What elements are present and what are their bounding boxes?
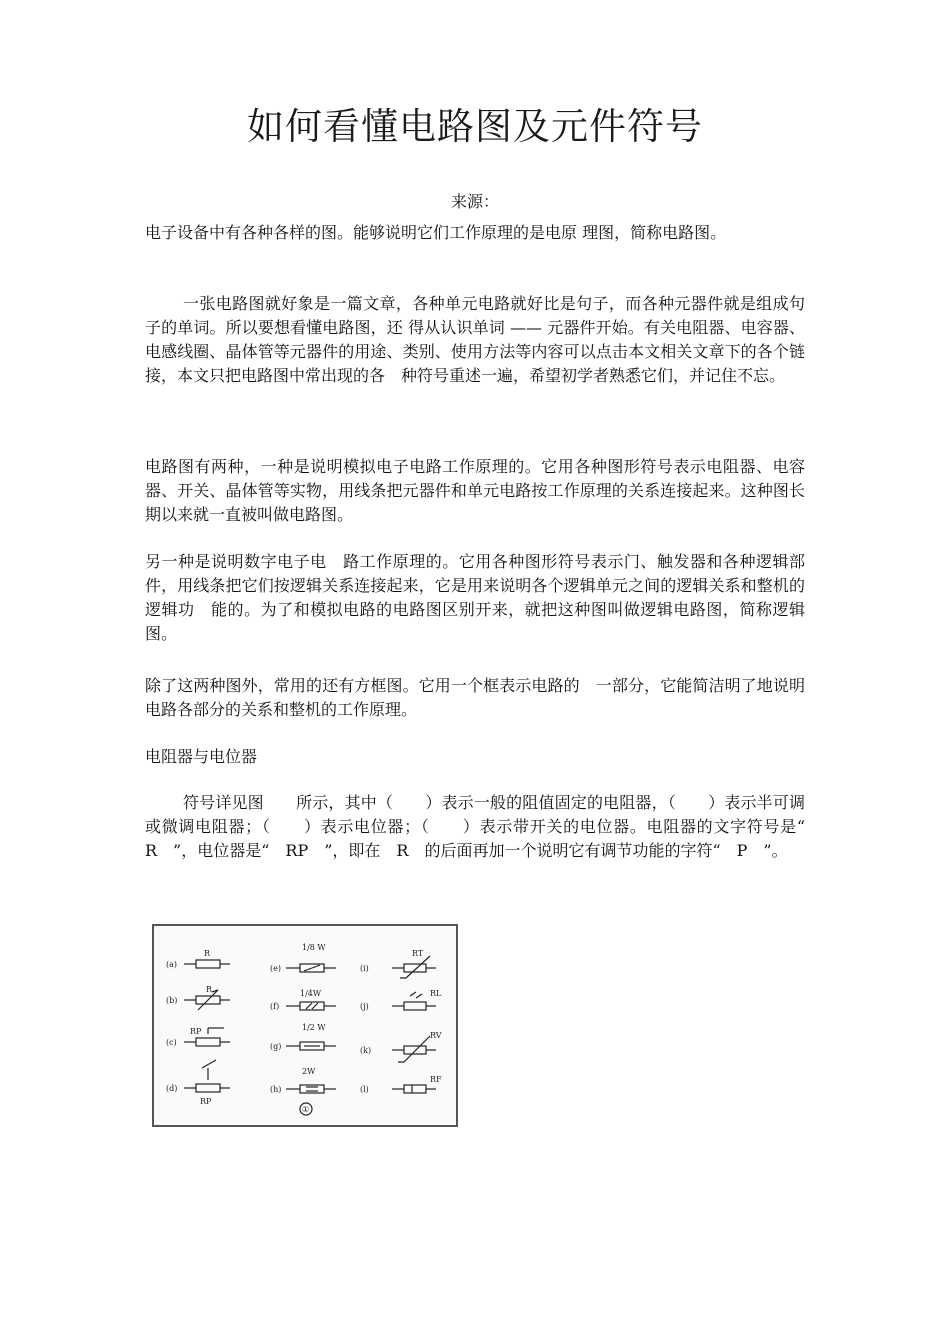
figure-tag-b: (b) bbox=[166, 996, 178, 1005]
resistor-symbols-figure bbox=[152, 924, 458, 1127]
paragraph-4: 另一种是说明数字电子电 路工作原理的。它用各种图形符号表示门、触发器和各种逻辑部件，用线条把它们按逻辑关系连接起来，它是用来说明各个逻辑单元之间的逻辑关系和整机的逻辑功 能的。为了和模拟电路的电路图区别开来，就把这种图叫做逻辑电路图，简称逻辑图。 bbox=[145, 552, 805, 643]
figure-label-b: R bbox=[206, 985, 213, 994]
source-line: 来源： bbox=[450, 192, 499, 211]
paragraph-5: 除了这两种图外，常用的还有方框图。它用一个框表示电路的 一部分，它能简洁明了地说明电路各部分的关系和整机的工作原理。 bbox=[145, 676, 805, 719]
figure-tag-c: (c) bbox=[166, 1038, 177, 1047]
figure-tag-k: (k) bbox=[360, 1046, 372, 1055]
paragraph-2: 一张电路图就好象是一篇文章，各种单元电路就好比是句子，而各种元器件就是组成句子的单词。所以要想看懂电路图，还 得从认识单词 —— 元器件开始。有关电阻器、电容器、电感线圈、晶体管等元器件的用途、类别、使用方法等内容可以点击本文相关文章下的各个链接，本文只把电路图中常出现的各 种符号重述一遍，希望初学者熟悉它们，并记住不忘。 bbox=[145, 294, 805, 385]
figure-tag-g: (g) bbox=[270, 1042, 282, 1051]
figure-label-c: RP bbox=[190, 1027, 202, 1036]
section-heading: 电阻器与电位器 bbox=[145, 747, 258, 766]
resistor-symbols-svg bbox=[154, 926, 456, 1125]
figure-tag-d: (d) bbox=[166, 1084, 178, 1093]
figure-label-e: 1/8 W bbox=[302, 943, 326, 952]
figure-tag-a: (a) bbox=[166, 960, 178, 969]
figure-tag-l: (l) bbox=[360, 1085, 369, 1094]
figure-tag-j: (j) bbox=[360, 1002, 369, 1011]
figure-label-i: RT bbox=[412, 949, 424, 958]
paragraph-6: 符号详见图 所示，其中（ ）表示一般的阻值固定的电阻器，（ ）表示半可调或微调电阻器；（ ）表示电位器；（ ）表示带开关的电位器。电阻器的文字符号是“ R ”，电位器是“ RP ”，即在 R 的后面再加一个说明它有调节功能的字符“ P ”。 bbox=[145, 793, 822, 860]
figure-label-g: 1/2 W bbox=[302, 1023, 326, 1032]
figure-tag-f: (f) bbox=[270, 1002, 280, 1011]
page-title: 如何看懂电路图及元件符号 bbox=[247, 105, 703, 148]
figure-label-d: RP bbox=[200, 1097, 212, 1106]
figure-tag-h: (h) bbox=[270, 1085, 282, 1094]
figure-tag-i: (i) bbox=[360, 964, 369, 973]
paragraph-3: 电路图有两种，一种是说明模拟电子电路工作原理的。它用各种图形符号表示电阻器、电容 器、开关、晶体管等实物，用线条把元器件和单元电路按工作原理的关系连接起来。这种图长期以来就一直被叫做电路图。 bbox=[145, 457, 822, 524]
figure-caption: ① bbox=[302, 1105, 310, 1114]
paragraph-1: 电子设备中有各种各样的图。能够说明它们工作原理的是电原 理图，简称电路图。 bbox=[145, 223, 727, 242]
figure-label-l: RF bbox=[430, 1075, 442, 1084]
figure-tag-e: (e) bbox=[270, 964, 281, 973]
figure-label-k: RV bbox=[430, 1031, 442, 1040]
figure-label-h: 2W bbox=[302, 1067, 316, 1076]
figure-label-j: RL bbox=[430, 989, 442, 998]
figure-label-f: 1/4W bbox=[300, 989, 322, 998]
figure-label-a: R bbox=[204, 949, 211, 958]
